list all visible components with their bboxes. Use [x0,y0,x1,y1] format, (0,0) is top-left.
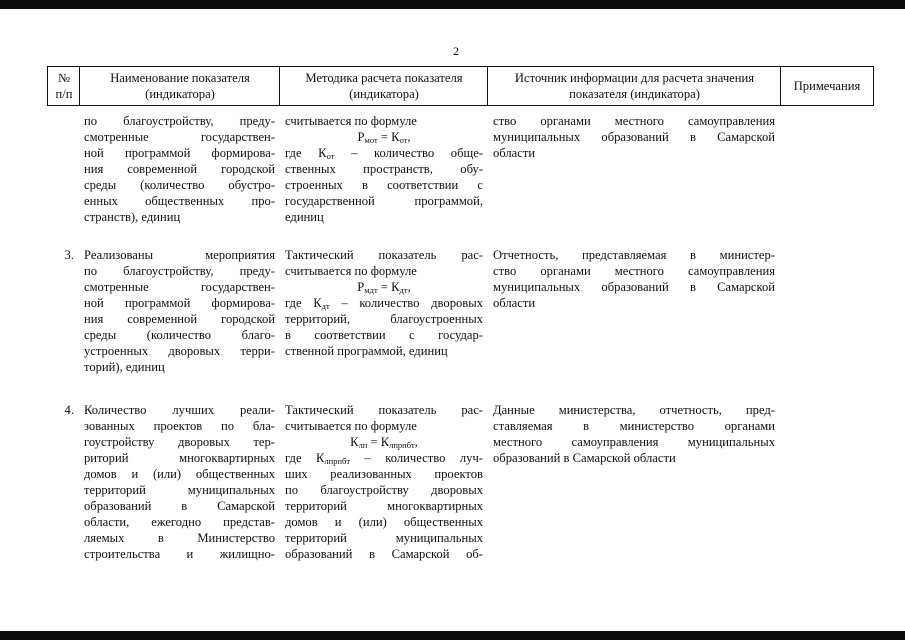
text-line: ство органами местного самоуправления [493,114,775,128]
text-line: среды (количество благо- [84,328,275,342]
formula: $Р_{мдт} = К_{дт}$, [357,280,411,295]
text-line: ной программой формирова- [84,296,275,310]
text-line: домов и (или) общественных [285,515,483,529]
text-line: считывается по формуле [285,419,417,433]
formula: $К_{лп} = К_{лпрпбт}$, [350,435,418,450]
text-line: государственной программой, [285,194,483,208]
text-line: местного самоуправления муниципальных [493,435,775,449]
text-line: домов и (или) общественных [84,467,275,481]
text-line: устроенных дворовых терри- [84,344,275,358]
text-line: области [493,296,536,310]
page-number: 2 [453,44,459,58]
text-line: среды (количество обустро- [84,178,275,192]
bottom-border-bar [0,631,905,640]
text-line: ния современной городской [84,312,275,326]
text-line: образований в Самарской [84,499,275,513]
text-line: торий), единиц [84,360,165,374]
header-notes: Примечания [780,66,874,106]
text-line: Количество лучших реали- [84,403,275,417]
text-line: ство органами местного самоуправления [493,264,775,278]
text-line: территорий, благоустроенных [285,312,483,326]
text-line: территорий муниципальных [285,531,483,545]
text-line: по благоустройству, преду- [84,264,275,278]
text-line: муниципальных образований в Самарской [493,130,775,144]
formula: $Р_{мот} = К_{от}$, [357,130,411,145]
row-2-indicator-name [84,113,275,225]
text-line: по благоустройству дворовых [285,483,483,497]
row-4-indicator-name [84,402,275,562]
text-line: риторий многоквартирных [84,451,275,465]
text-line: считывается по формуле [285,264,417,278]
text-line: в соответствии с государ- [285,328,483,342]
text-line: строительства и жилищно- [84,547,275,561]
text-line: области, ежегодно представ- [84,515,275,529]
text-line: области [493,146,536,160]
text-line: территорий муниципальных [84,483,275,497]
text-line: ственных пространств, обу- [285,162,483,176]
text-line: ших реализованных проектов [285,467,483,481]
text-line: территорий многоквартирных [285,499,483,513]
text-line: Реализованы мероприятия [84,248,275,262]
top-border-bar [0,0,905,9]
text-line: где $К_{лпрпбт}$ – количество луч- [285,451,483,466]
text-line: Данные министерства, отчетность, пред- [493,403,775,417]
row-2-calculation-method [285,113,483,225]
text-line: ставляемая в министерство органами [493,419,775,433]
row-3-indicator-name [84,247,275,375]
text-line: образований в Самарской об- [285,547,483,561]
text-line: ляемых в Министерство [84,531,275,545]
row-2-information-source [493,113,775,161]
header-information-source: Источник информации для расчета значения показателя (индикатора) [487,66,781,106]
text-line: ния современной городской [84,162,275,176]
row-3-calculation-method [285,247,483,359]
text-line: считывается по формуле [285,114,417,128]
text-line: по благоустройству, преду- [84,114,275,128]
row-3-number: 3. [64,248,74,262]
text-line: смотренные государствен- [84,130,275,144]
row-3-information-source [493,247,775,311]
row-4-information-source [493,402,775,466]
text-line: образований в Самарской области [493,451,676,465]
text-line: муниципальных образований в Самарской [493,280,775,294]
text-line: енных общественных про- [84,194,275,208]
text-line: ной программой формирова- [84,146,275,160]
text-line: странств), единиц [84,210,181,224]
text-line: где $К_{дт}$ – количество дворовых [285,296,483,311]
header-calculation-method: Методика расчета показателя (индикатора) [279,66,488,106]
row-4-calculation-method [285,402,483,562]
text-line: зованных проектов по бла- [84,419,275,433]
text-line: Тактический показатель рас- [285,403,483,417]
text-line: строенных в соответствии с [285,178,483,192]
row-4-number: 4. [64,403,74,417]
text-line: гоустройству дворовых тер- [84,435,275,449]
text-line: где $К_{от}$ – количество обще- [285,146,483,161]
text-line: Отчетность, представляемая в министер- [493,248,775,262]
text-line: Тактический показатель рас- [285,248,483,262]
header-number-column: № п/п [47,66,80,106]
text-line: смотренные государствен- [84,280,275,294]
header-indicator-name: Наименование показателя (индикатора) [79,66,280,106]
text-line: единиц [285,210,324,224]
text-line: ственной программой, единиц [285,344,448,358]
